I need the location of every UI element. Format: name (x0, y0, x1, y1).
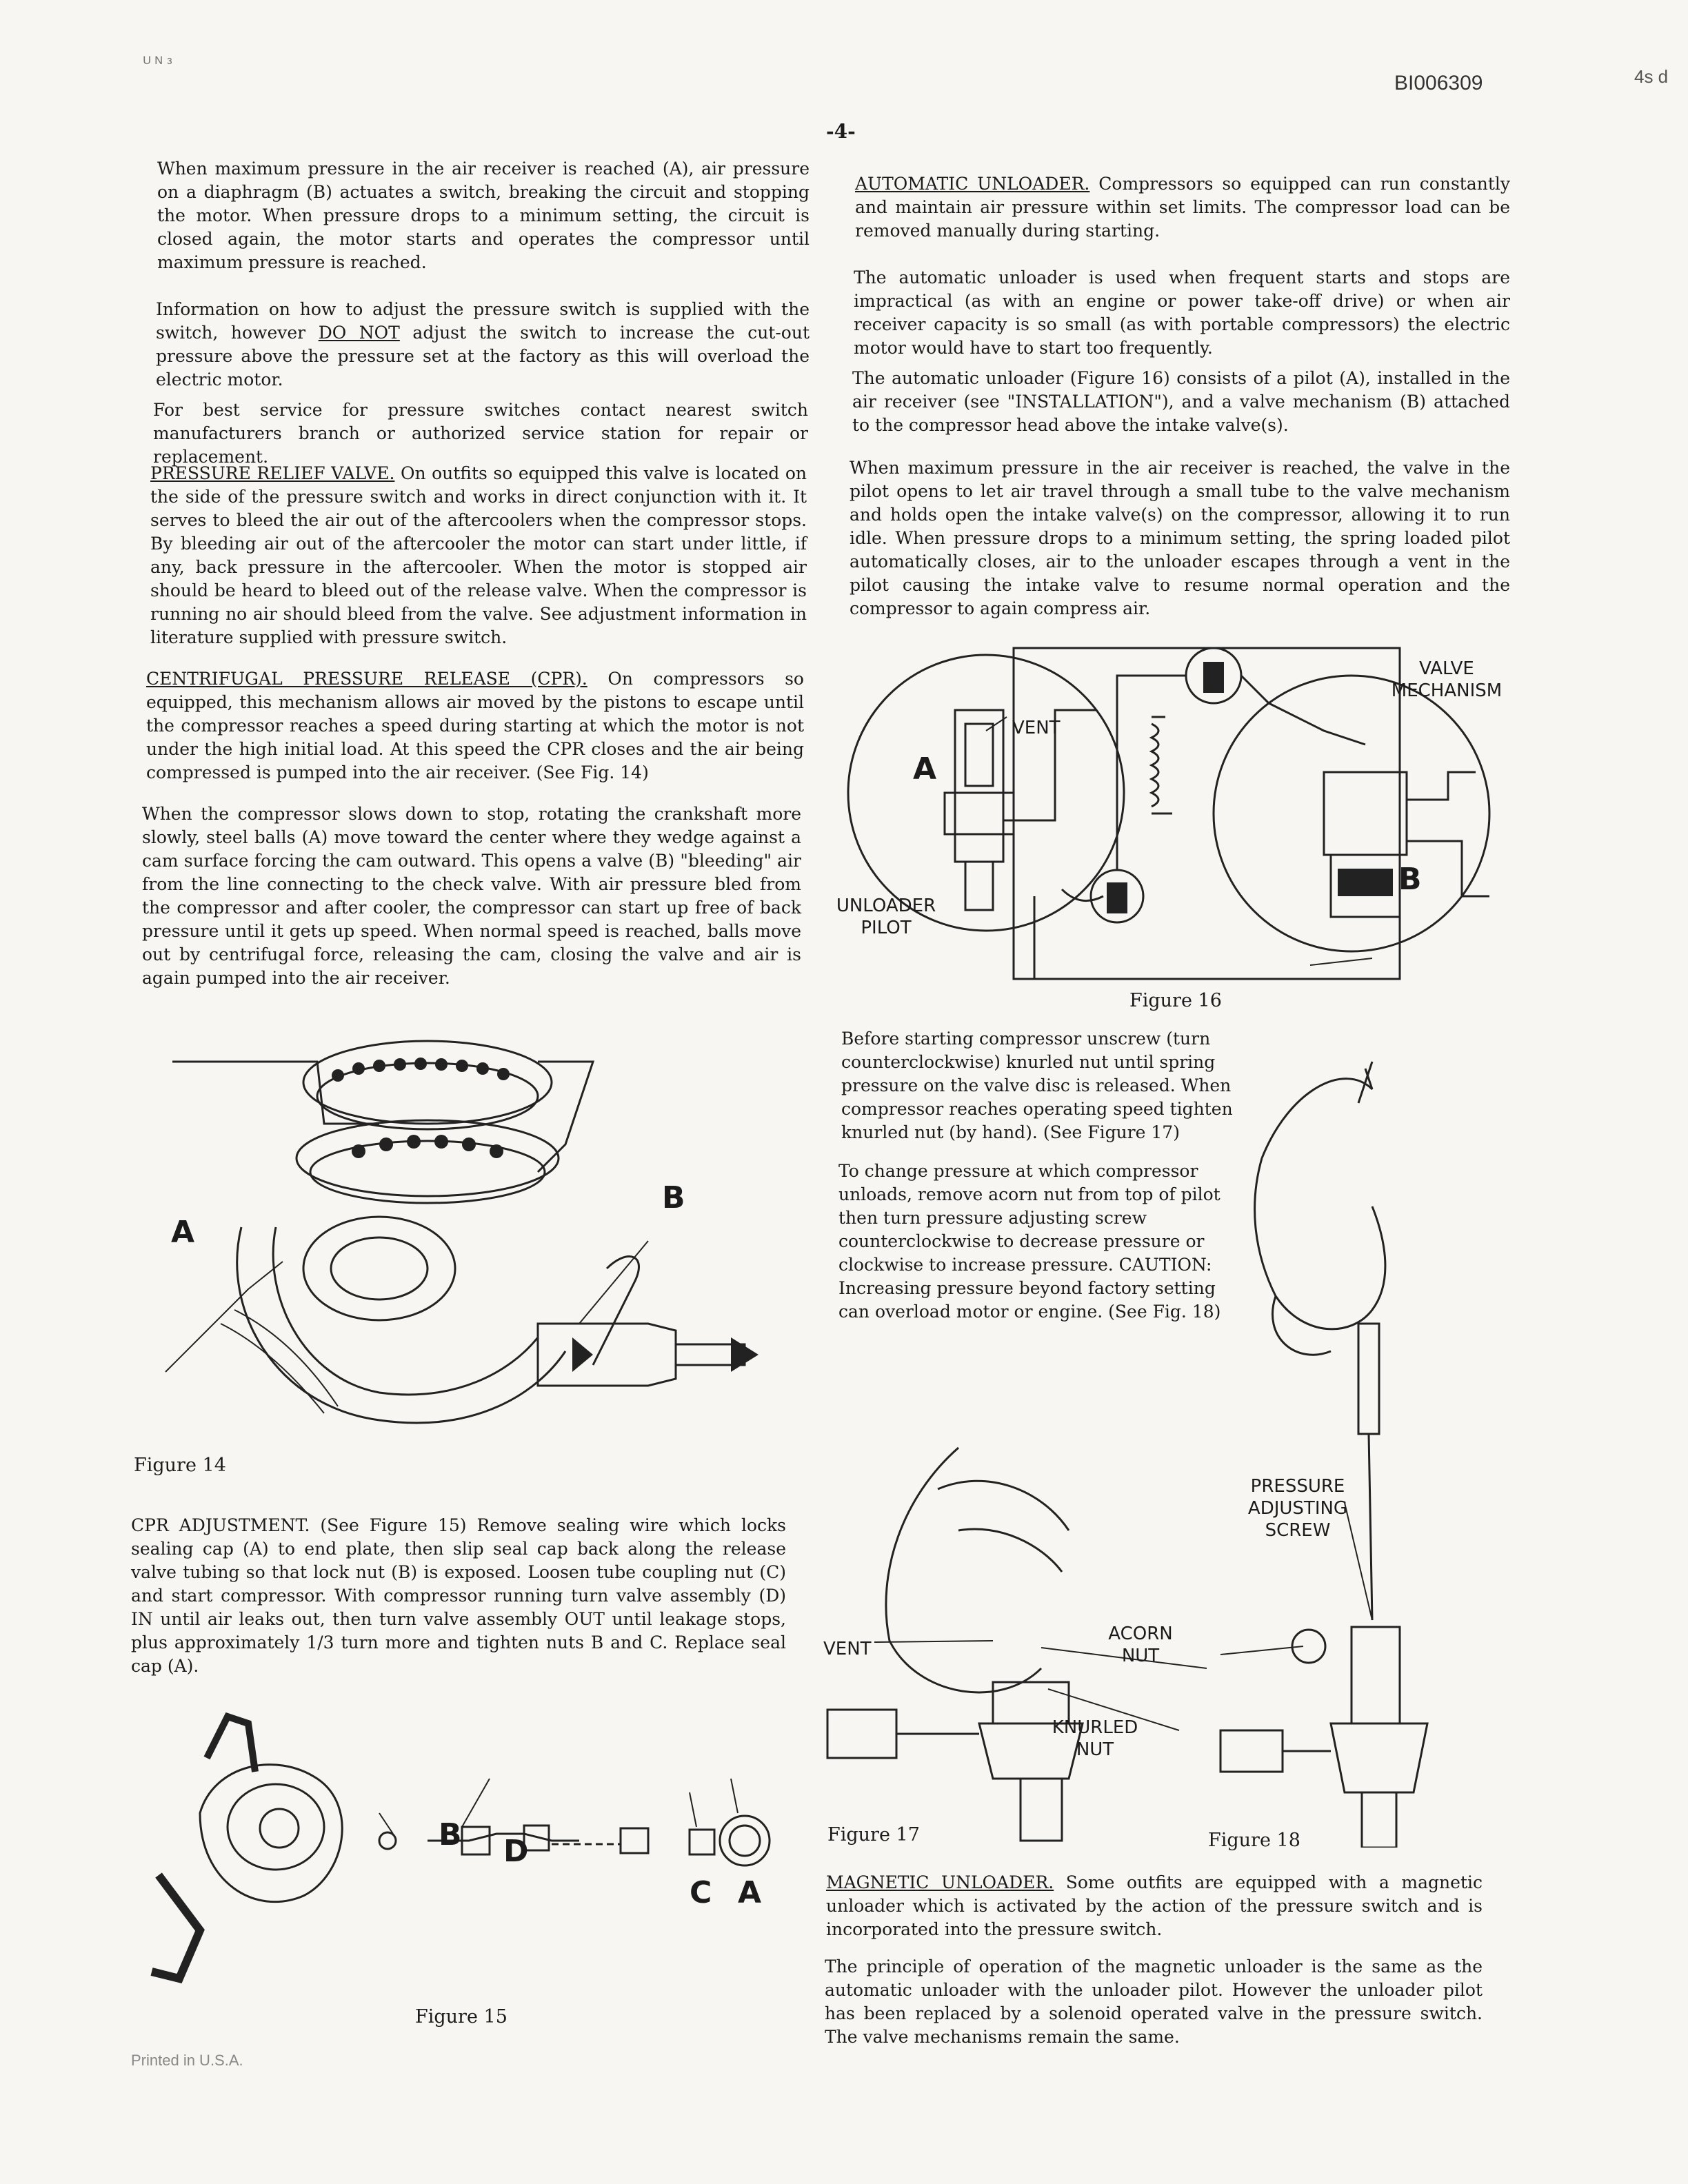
fig15-label-d: D (503, 1834, 529, 1869)
fig15-label-b: B (439, 1817, 462, 1852)
figure-17-18-illustration (821, 1048, 1524, 1848)
fig14-label-a: A (171, 1215, 195, 1250)
fig18-pressure-adjusting-screw-label (1243, 1475, 1353, 1541)
pilot-adjustment-drawing (821, 1048, 1524, 1848)
fig16-label-a: A (913, 751, 937, 787)
cpr-cutaway-drawing (152, 1020, 772, 1434)
cpr-paragraph (146, 667, 804, 785)
pressure-relief-body: On outfits so equipped this valve is located on the side of the pressure switch and works in direct conjunction with it. It serves to bleed the air out of the aftercoolers when the compressor stops. By bleeding air out of the aftercooler the motor can start under little, if any, back pressure in the aftercooler. When the motor is stopped air should be heard to bleed out of the release valve. When the compressor is running no air should bleed from the valve. See adjustment information in literature supplied with pressure switch. (150, 463, 807, 647)
fig18-acorn-line2: NUT (1121, 1646, 1160, 1666)
fig17-knurled-nut-label (1040, 1717, 1150, 1761)
fig16-valve-mechanism-label (1378, 658, 1516, 702)
fig18-pas-line2: ADJUSTING (1247, 1498, 1348, 1519)
fig16-label-b: B (1398, 862, 1422, 897)
fig16-vent-label: VENT (1012, 718, 1061, 738)
fig17-knurled-line2: NUT (1076, 1739, 1114, 1760)
corner-code: 4s d (1634, 66, 1669, 87)
fig18-pas-line1: PRESSURE (1250, 1476, 1345, 1497)
service-paragraph: For best service for pressure switches contact nearest switch manufacturers branch or authorized service station for repair or replacement. (153, 400, 808, 467)
figure-15-caption: Figure 15 (415, 2006, 508, 2028)
unloader-operation-paragraph: When maximum pressure in the air receiver is reached, the valve in the pilot opens to let air travel through a small tube to the valve mechanism and holds open the intake valve(s) on the compressor, allowing it to run idle. When pressure drops to a minimum setting, the spring loaded pilot automatically closes, air to the unloader escapes through a vent in the pilot causing the intake valve to resume normal operation and the compressor to again compress air. (850, 458, 1510, 618)
switch-adjust-text-2: adjust the switch to increase the cut-out pressure above the pressure set at the factory as this will overload the electric motor. (156, 323, 810, 390)
magnetic-unloader-heading: MAGNETIC UNLOADER. (826, 1872, 1054, 1892)
fig15-label-a: A (738, 1875, 762, 1910)
footer-mark: Printed in U.S.A. (131, 2052, 243, 2069)
fig18-acorn-line1: ACORN (1108, 1624, 1173, 1644)
fig15-label-c: C (690, 1875, 712, 1910)
cpr-exploded-drawing (138, 1703, 800, 2006)
pressure-switch-paragraph: When maximum pressure in the air receiver is reached (A), air pressure on a diaphragm (B) actuates a switch, breaking the circuit and stopping the motor. When pressure drops to a minimum setting, the circuit is closed again, the motor starts and operates the compressor until maximum pressure is reached. (157, 159, 810, 272)
fig16-unloader-line1: UNLOADER (836, 896, 936, 916)
knurled-nut-paragraph: Before starting compressor unscrew (turn counterclockwise) knurled nut until spring pressure on the valve disc is released. When compressor reaches operating speed tighten knurled nut (by hand). (See Figure 17) (841, 1029, 1233, 1142)
slowdown-paragraph: When the compressor slows down to stop, rotating the crankshaft more slowly, steel balls (A) move toward the center where they wedge against a cam surface forcing the cam outward. This opens a valve (B) "bleeding" air from the line connecting to the check valve. With air pressure bled from the compressor and after cooler, the compressor can start up free of back pressure until it gets up speed. When normal speed is reached, balls move out by centrifugal force, releasing the cam, closing the valve and air is again pumped into the air receiver. (142, 804, 801, 988)
pressure-relief-paragraph (150, 462, 807, 649)
figure-18-caption: Figure 18 (1208, 1830, 1300, 1851)
automatic-unloader-heading: AUTOMATIC UNLOADER. (855, 174, 1090, 194)
switch-adjust-paragraph (156, 298, 810, 392)
unloader-parts-paragraph: The automatic unloader (Figure 16) consists of a pilot (A), installed in the air receiver (see "INSTALLATION"), and a valve mechanism (B) attached to the compressor head above the intake valve(s). (852, 368, 1510, 435)
page-number: -4- (826, 120, 856, 143)
fig16-valve-label-line1: VALVE (1419, 658, 1474, 679)
figure-16-caption: Figure 16 (1129, 990, 1222, 1011)
figure-15-illustration (138, 1703, 800, 2006)
automatic-unloader-paragraph (855, 172, 1510, 243)
figure-14-caption: Figure 14 (134, 1455, 226, 1476)
figure-14-illustration (152, 1020, 772, 1434)
cpr-body: On compressors so equipped, this mechanism allows air moved by the pistons to escape until the compressor reaches a speed during starting at which the motor is not under the high initial load. At this speed the CPR closes and the air being compressed is pumped into the air receiver. (See Fig. 14) (146, 669, 804, 782)
fig17-knurled-line1: KNURLED (1052, 1717, 1138, 1738)
figure-16-illustration (827, 634, 1524, 993)
fig17-vent-label: VENT (823, 1639, 872, 1659)
do-not-emphasis: DO NOT (318, 323, 400, 343)
cpr-adjustment-paragraph: CPR ADJUSTMENT. (See Figure 15) Remove sealing wire which locks sealing cap (A) to end plate, then slip seal cap back along the release valve tubing so that lock nut (B) is exposed. Loosen tube coupling nut (C) and start compressor. With compressor running turn valve assembly (D) IN until air leaks out, then turn valve assembly OUT until leakage stops, plus approximately 1/3 turn more and tighten nuts B and C. Replace seal cap (A). (131, 1515, 786, 1676)
unloader-usage-paragraph: The automatic unloader is used when frequent starts and stops are impractical (as with an engine or power take-off drive) or when air receiver capacity is so small (as with portable compressors) the electric motor would have to start too frequently. (854, 267, 1510, 358)
fig16-valve-label-line2: MECHANISM (1391, 680, 1503, 701)
magnetic-unloader-body: Some outfits are equipped with a magnetic unloader which is activated by the action of the pressure switch and is incorporated into the pressure switch. (826, 1872, 1483, 1939)
automatic-unloader-body: Compressors so equipped can run constantly and maintain air pressure within set limits. The compressor load can be removed manually during starting. (855, 174, 1511, 241)
fig18-acorn-nut-label (1099, 1623, 1182, 1667)
pressure-relief-heading: PRESSURE RELIEF VALVE. (150, 463, 395, 483)
fig16-unloader-line2: PILOT (861, 918, 912, 938)
cpr-heading: CENTRIFUGAL PRESSURE RELEASE (CPR). (146, 669, 587, 689)
document-id: BI006309 (1394, 72, 1483, 94)
figure-17-caption: Figure 17 (827, 1824, 920, 1846)
fig14-label-b: B (662, 1180, 685, 1215)
switch-adjust-text-1: Information on how to adjust the pressure switch is supplied with the switch, however (156, 299, 810, 343)
magnetic-principle-paragraph: The principle of operation of the magnetic unloader is the same as the automatic unloader with the unloader pilot. However the unloader pilot has been replaced by a solenoid operated valve in the pressure switch. The valve mechanisms remain the same. (825, 1957, 1483, 2047)
fig18-pas-line3: SCREW (1265, 1520, 1331, 1541)
magnetic-unloader-paragraph (826, 1871, 1483, 1941)
fig16-unloader-pilot-label (827, 895, 945, 939)
corner-mark: ᵁ ᴺ ᵌ (143, 54, 172, 72)
change-pressure-paragraph: To change pressure at which compressor unloads, remove acorn nut from top of pilot then turn pressure adjusting screw counterclockwise to decrease pressure or clockwise to increase pressure. CAUTION: Increasing pressure beyond factory setting can overload motor or engine. (See Fig. 18) (838, 1161, 1221, 1322)
